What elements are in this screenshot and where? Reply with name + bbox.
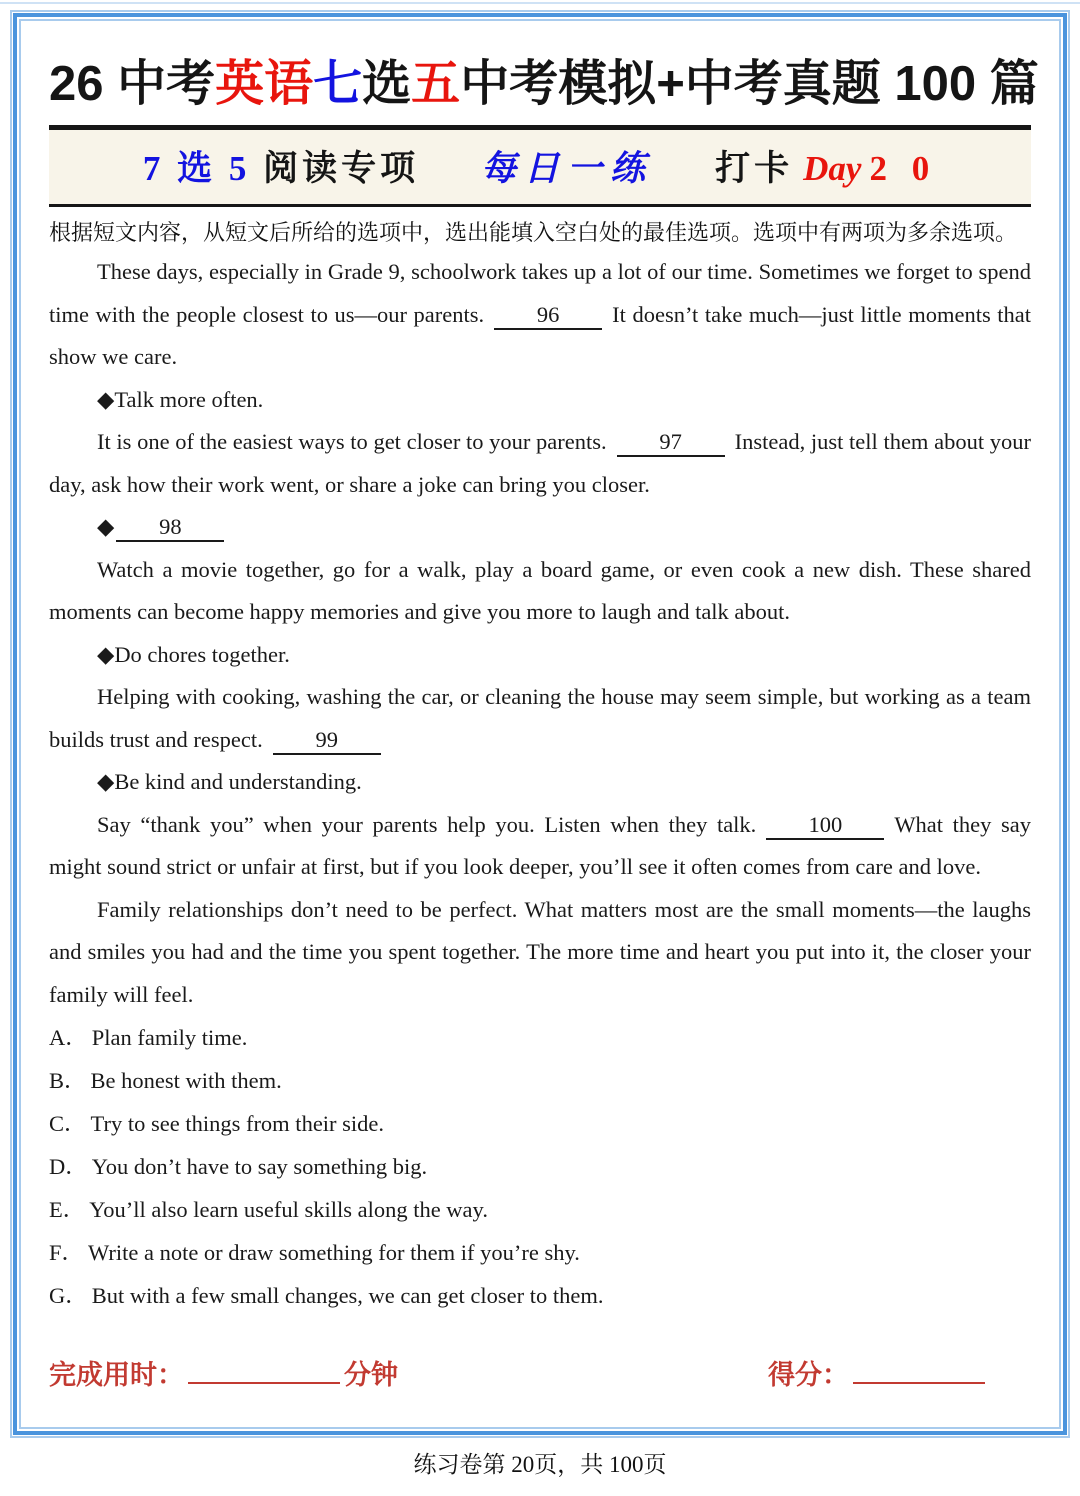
page-number-text: 练习卷第 20页，共 100页 [413, 1452, 667, 1477]
bullet-heading-text: Do chores together. [114, 641, 290, 667]
paragraph-text: It doesn’t take much—just little moments that show we care. [49, 301, 1031, 369]
title-part-red-2: 五 [411, 57, 461, 111]
paragraph-text: It is one of the easiest ways to get closer to your parents. [97, 429, 607, 454]
paragraph-text: These days, especially in Grade 9, schoolwork takes up a lot of our time. Sometimes we forget to spend time with the people closest to us—our parents. [49, 259, 1031, 327]
subtitle-topic-number: 7 选 5 [142, 149, 264, 188]
completion-time-unit: 分钟 [344, 1360, 398, 1390]
option-item-e [49, 1188, 1031, 1231]
passage-paragraph-4 [49, 676, 1031, 761]
option-item-a [49, 1016, 1031, 1059]
paragraph-text: Helping with cooking, washing the car, or cleaning the house may seem simple, but working as a team builds trust and respect. [49, 684, 1031, 752]
subtitle-divider-thin [49, 204, 1031, 207]
blank-100: 100 [766, 812, 884, 840]
title-part-red-1: 英语 [215, 57, 314, 111]
subtitle-punch-label: 打卡 [715, 149, 794, 188]
subtitle-band [49, 130, 1031, 204]
option-text: Write a note or draw something for them if you’re shy. [88, 1240, 580, 1265]
passage-paragraph-3 [49, 549, 1031, 634]
option-label: G． [49, 1283, 88, 1308]
score-label: 得分： [768, 1360, 849, 1390]
completion-time-field [49, 1353, 398, 1392]
bullet-heading-3 [49, 634, 1031, 677]
option-item-g [49, 1274, 1031, 1317]
diamond-bullet-icon: ◆ [97, 769, 115, 794]
subtitle-topic-rest: 阅读专项 [263, 149, 420, 188]
page-border-frame [10, 10, 1070, 1438]
bullet-heading-text: Be kind and understanding. [114, 769, 362, 794]
paragraph-text: Watch a movie together, go for a walk, play a board game, or even cook a new dish. These shared moments can become happy memories and give you more to laugh and talk about. [49, 556, 1031, 624]
bullet-heading-4 [49, 761, 1031, 804]
score-blank [853, 1362, 985, 1384]
option-item-d [49, 1145, 1031, 1188]
blank-98: 98 [116, 514, 224, 542]
score-field [768, 1353, 989, 1392]
option-label: A． [49, 1025, 88, 1050]
day-badge-number: 2 0 [869, 149, 938, 188]
diamond-bullet-icon: ◆ [97, 641, 115, 667]
page-content [21, 21, 1059, 1427]
bullet-heading-2 [49, 506, 1031, 549]
blank-99: 99 [273, 727, 381, 755]
passage-paragraph-1 [49, 251, 1031, 379]
option-item-b [49, 1059, 1031, 1102]
option-label: C． [49, 1111, 87, 1136]
option-text: Plan family time. [91, 1025, 248, 1050]
paragraph-text: What they say might sound strict or unfair at first, but if you look deeper, you’ll see it often comes from care and love. [49, 811, 1031, 879]
option-label: F． [49, 1240, 85, 1265]
passage [49, 251, 1031, 1016]
bullet-heading-text: Talk more often. [114, 386, 264, 412]
completion-time-label: 完成用时： [49, 1360, 184, 1390]
completion-time-blank [188, 1362, 340, 1384]
blank-96: 96 [494, 302, 602, 330]
page-border-frame-inner [19, 19, 1061, 1429]
scan-artifact-line [0, 2, 1080, 4]
title-part-black-2: 选 [362, 57, 412, 111]
diamond-bullet-icon: ◆ [97, 386, 115, 412]
passage-paragraph-2 [49, 421, 1031, 506]
subtitle-punch-group [715, 141, 937, 191]
title-part-black-3: 中考模拟+中考真题 100 篇 [460, 57, 1039, 111]
blank-97: 97 [617, 429, 725, 457]
passage-paragraph-5 [49, 804, 1031, 889]
option-label: B． [49, 1068, 87, 1093]
option-text: But with a few small changes, we can get closer to them. [91, 1283, 604, 1308]
passage-paragraph-6 [49, 889, 1031, 1017]
page-border-frame-mid [13, 13, 1067, 1435]
subtitle-daily-practice: 每日一练 [481, 149, 654, 188]
paragraph-text: Family relationships don’t need to be perfect. What matters most are the small moments—the laughs and smiles you had and the time you spent together. The more time and heart you put into it, the closer your family will feel. [49, 896, 1031, 1007]
option-item-c [49, 1102, 1031, 1145]
option-text: Try to see things from their side. [90, 1111, 385, 1136]
subtitle-topic [143, 141, 419, 191]
option-text: Be honest with them. [90, 1068, 282, 1093]
instruction-text: 根据短文内容，从短文后所给的选项中，选出能填入空白处的最佳选项。选项中有两项为多余选项。 [49, 220, 1018, 245]
paragraph-text: Say “thank you” when your parents help you. Listen when they talk. [97, 811, 757, 837]
option-text: You’ll also learn useful skills along the way. [89, 1197, 488, 1222]
option-label: D． [49, 1154, 88, 1179]
diamond-bullet-icon: ◆ [97, 514, 115, 539]
day-badge-word: Day [803, 149, 862, 188]
options-list [49, 1016, 1031, 1317]
title-part-blue: 七 [313, 57, 363, 111]
page-title [49, 45, 1039, 115]
bullet-heading-1 [49, 379, 1031, 422]
paragraph-text: Instead, just tell them about your day, ask how their work went, or share a joke can bring you closer. [49, 429, 1031, 497]
title-part-black-1: 26 中考 [49, 57, 216, 111]
option-label: E． [49, 1197, 86, 1222]
option-item-f [49, 1231, 1031, 1274]
option-text: You don’t have to say something big. [91, 1154, 428, 1179]
score-row [49, 1353, 1031, 1392]
